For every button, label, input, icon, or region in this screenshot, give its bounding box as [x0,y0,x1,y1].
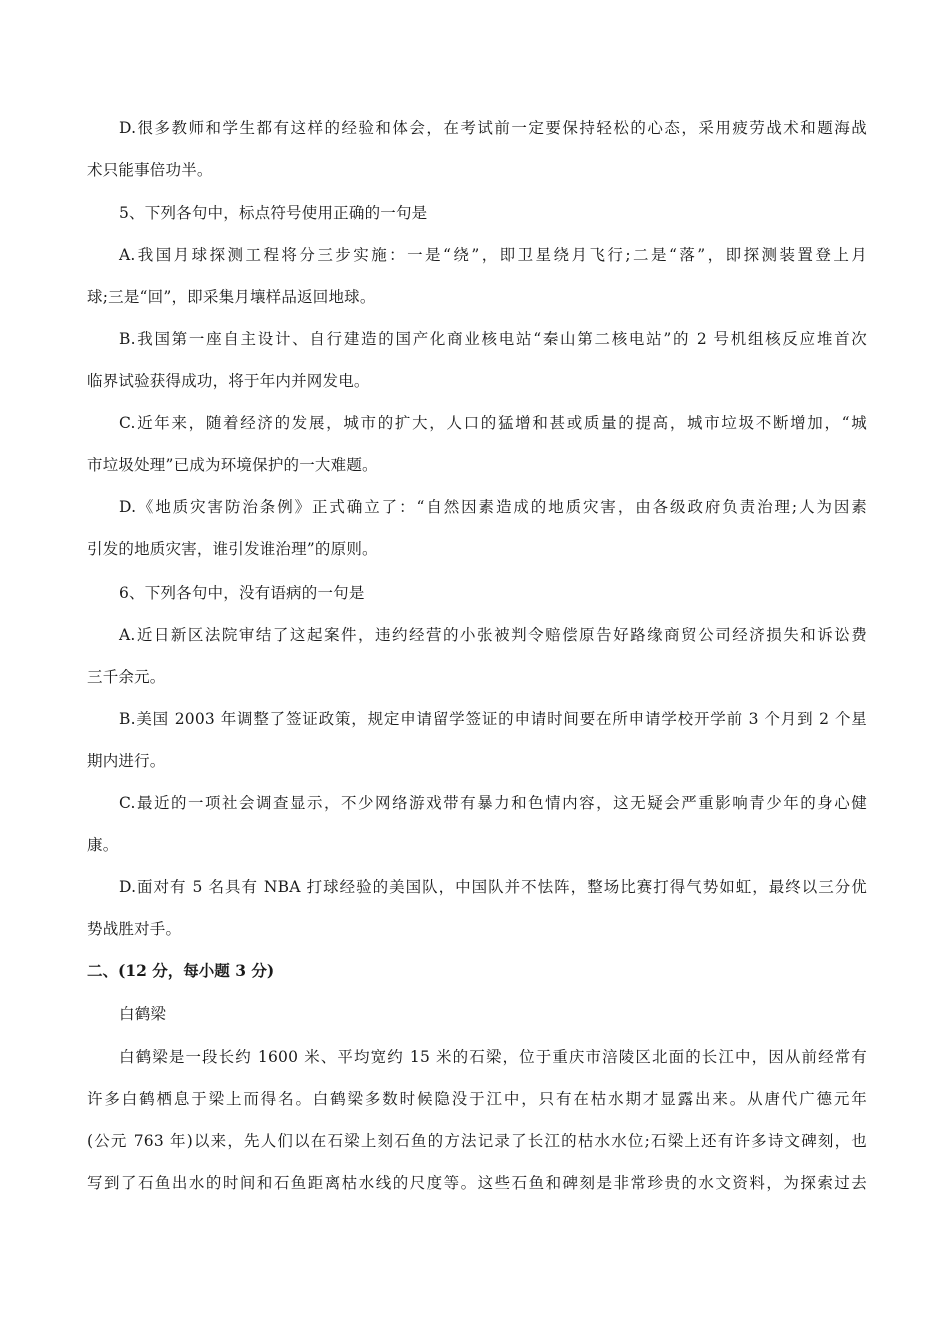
q5-option-d-line1: D.《地质灾害防治条例》正式确立了：“自然因素造成的地质灾害，由各级政府负责治理;人为因素 [119,498,867,516]
q6-option-a-line2: 三千余元。 [87,668,166,686]
q6-option-b-line2: 期内进行。 [87,752,166,770]
q6-option-c [87,782,867,866]
q6-option-a [87,614,867,698]
q6-option-a-line1: A.近日新区法院审结了这起案件，违约经营的小张被判令赔偿原告好路缘商贸公司经济损失和诉讼费 [119,626,867,644]
q5-option-c-line1: C.近年来，随着经济的发展，城市的扩大，人口的猛增和甚或质量的提高，城市垃圾不断增加，“城 [119,414,867,432]
passage-body [87,1036,867,1204]
q6-option-d [87,866,867,950]
q6-stem [87,572,867,614]
q5-option-d [87,486,867,570]
section-2-heading: 二、(12 分，每小题 3 分) [87,961,275,980]
q5-option-d-line2: 引发的地质灾害，谁引发谁治理”的原则。 [87,540,378,558]
q6-option-d-line2: 势战胜对手。 [87,920,182,938]
q5-option-a-line2: 球;三是“回”，即采集月壤样品返回地球。 [87,288,376,306]
q5-option-c [87,402,867,486]
q6-stem-text: 6、下列各句中，没有语病的一句是 [119,584,365,602]
passage-title [87,993,867,1035]
q5-option-a-line1: A.我国月球探测工程将分三步实施：一是“绕”，即卫星绕月飞行;二是“落”，即探测装置登上月 [119,246,867,264]
q4-option-d-line2: 术只能事倍功半。 [87,161,213,179]
q6-option-c-line2: 康。 [87,836,119,854]
q5-option-b [87,318,867,402]
q5-option-b-line1: B.我国第一座自主设计、自行建造的国产化商业核电站“秦山第二核电站”的 2 号机组核反应堆首次 [119,330,867,348]
passage-title-text: 白鹤梁 [119,1005,167,1023]
q6-option-b-line1: B.美国 2003 年调整了签证政策，规定申请留学签证的申请时间要在所申请学校开学前 3 个月到 2 个星 [119,710,867,728]
passage-line2: 许多白鹤栖息于梁上而得名。白鹤梁多数时候隐没于江中，只有在枯水期才显露出来。从唐代广德元年 [87,1090,867,1108]
q6-option-c-line1: C.最近的一项社会调查显示，不少网络游戏带有暴力和色情内容，这无疑会严重影响青少年的身心健 [119,794,867,812]
q5-option-c-line2: 市垃圾处理”已成为环境保护的一大难题。 [87,456,378,474]
passage-line1: 白鹤梁是一段长约 1600 米、平均宽约 15 米的石梁，位于重庆市涪陵区北面的长江中，因从前经常有 [119,1048,867,1066]
passage-line4: 写到了石鱼出水的时间和石鱼距离枯水线的尺度等。这些石鱼和碑刻是非常珍贵的水文资料，为探索过去 [87,1174,867,1192]
q5-stem-text: 5、下列各句中，标点符号使用正确的一句是 [119,204,428,222]
passage-line3: (公元 763 年)以来，先人们以在石梁上刻石鱼的方法记录了长江的枯水水位;石梁上还有许多诗文碑刻，也 [87,1132,867,1150]
q5-option-b-line2: 临界试验获得成功，将于年内并网发电。 [87,372,370,390]
q4-option-d [87,107,867,191]
q6-option-d-line1: D.面对有 5 名具有 NBA 打球经验的美国队，中国队并不怯阵，整场比赛打得气势如虹，最终以三分优 [119,878,867,896]
q4-option-d-line1: D.很多教师和学生都有这样的经验和体会，在考试前一定要保持轻松的心态，采用疲劳战术和题海战 [119,119,867,137]
q5-option-a [87,234,867,318]
q6-option-b [87,698,867,782]
q5-stem [87,192,867,234]
